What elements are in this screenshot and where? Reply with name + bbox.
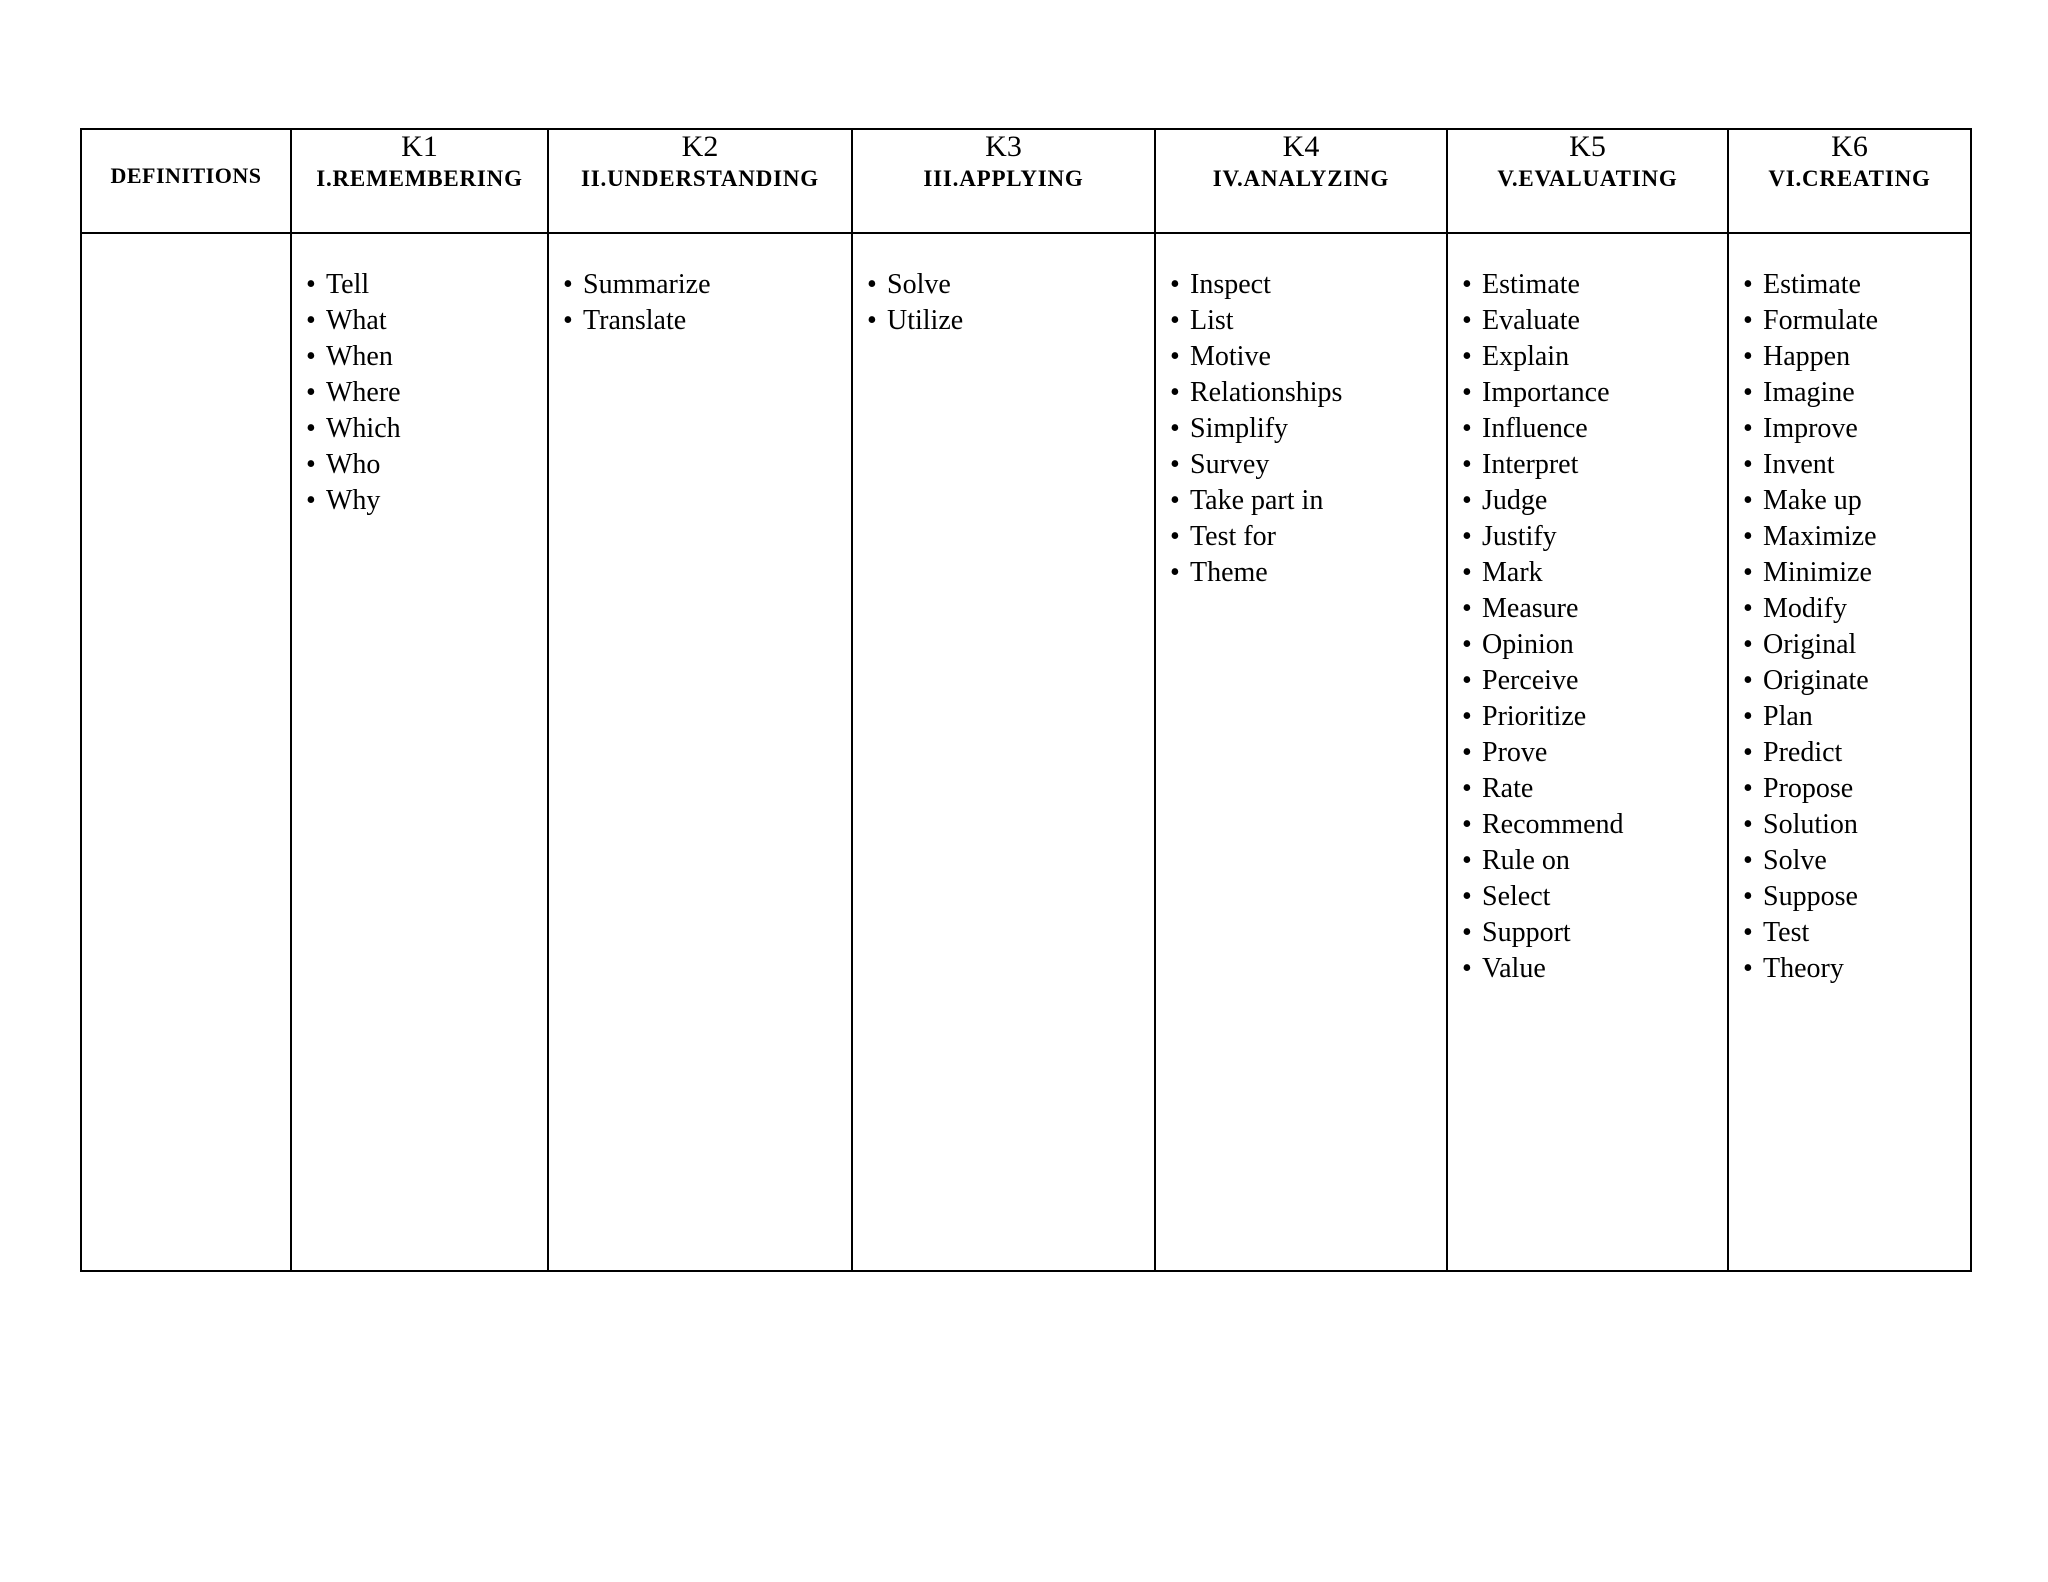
level-code: K5: [1569, 130, 1606, 163]
list-item: • Estimate: [1462, 267, 1624, 303]
list-item: • Prove: [1462, 735, 1624, 771]
list-item: • Justify: [1462, 519, 1624, 555]
list-item: • Solve: [1743, 843, 1878, 879]
list-item: • Where: [306, 375, 401, 411]
level-name: I.REMEMBERING: [316, 166, 523, 191]
definitions-label: DEFINITIONS: [110, 163, 262, 188]
level-name: VI.CREATING: [1768, 166, 1931, 191]
list-item: • Happen: [1743, 339, 1878, 375]
word-list: [306, 267, 401, 519]
level-code: K4: [1282, 130, 1320, 163]
definitions-header: [82, 130, 292, 234]
list-item: • Propose: [1743, 771, 1878, 807]
list-item: • Summarize: [563, 267, 711, 303]
list-item: • Survey: [1170, 447, 1342, 483]
list-item: • Take part in: [1170, 483, 1342, 519]
list-item: • Test for: [1170, 519, 1342, 555]
list-item: • Inspect: [1170, 267, 1342, 303]
list-item: • Minimize: [1743, 555, 1878, 591]
column-header-k6: [1729, 130, 1970, 234]
word-list: [1462, 267, 1624, 987]
word-list-cell-k1: [292, 234, 549, 1270]
list-item: • Imagine: [1743, 375, 1878, 411]
list-item: • Influence: [1462, 411, 1624, 447]
level-code: K2: [681, 130, 719, 163]
definitions-cell: [82, 234, 292, 1270]
level-name: III.APPLYING: [923, 166, 1084, 191]
list-item: • Judge: [1462, 483, 1624, 519]
list-item: • Recommend: [1462, 807, 1624, 843]
list-item: • Interpret: [1462, 447, 1624, 483]
list-item: • Theme: [1170, 555, 1342, 591]
list-item: • Solution: [1743, 807, 1878, 843]
level-code: K3: [985, 130, 1022, 163]
list-item: • Solve: [867, 267, 963, 303]
list-item: • Evaluate: [1462, 303, 1624, 339]
list-item: • List: [1170, 303, 1342, 339]
list-item: • Rate: [1462, 771, 1624, 807]
level-name: IV.ANALYZING: [1212, 166, 1390, 191]
list-item: • Translate: [563, 303, 711, 339]
list-item: • Make up: [1743, 483, 1878, 519]
list-item: • Formulate: [1743, 303, 1878, 339]
list-item: • Utilize: [867, 303, 963, 339]
word-list: [867, 267, 963, 339]
word-list: [1170, 267, 1342, 591]
list-item: • Mark: [1462, 555, 1624, 591]
list-item: • Modify: [1743, 591, 1878, 627]
list-item: • Support: [1462, 915, 1624, 951]
list-item: • Select: [1462, 879, 1624, 915]
column-header-k3: [853, 130, 1156, 234]
list-item: • Invent: [1743, 447, 1878, 483]
column-header-k5: [1448, 130, 1729, 234]
list-item: • When: [306, 339, 401, 375]
level-name: V.EVALUATING: [1497, 166, 1678, 191]
list-item: • Suppose: [1743, 879, 1878, 915]
list-item: • Theory: [1743, 951, 1878, 987]
column-header-k4: [1156, 130, 1448, 234]
list-item: • Plan: [1743, 699, 1878, 735]
list-item: • Value: [1462, 951, 1624, 987]
list-item: • Original: [1743, 627, 1878, 663]
list-item: • Who: [306, 447, 401, 483]
list-item: • Measure: [1462, 591, 1624, 627]
word-list: [1743, 267, 1878, 987]
column-header-k2: [549, 130, 853, 234]
word-list-cell-k2: [549, 234, 853, 1270]
blooms-taxonomy-table: [80, 128, 1972, 1272]
list-item: • Originate: [1743, 663, 1878, 699]
word-list-cell-k4: [1156, 234, 1448, 1270]
list-item: • Predict: [1743, 735, 1878, 771]
word-list: [563, 267, 711, 339]
list-item: • Motive: [1170, 339, 1342, 375]
list-item: • Simplify: [1170, 411, 1342, 447]
list-item: • Estimate: [1743, 267, 1878, 303]
list-item: • Explain: [1462, 339, 1624, 375]
list-item: • Test: [1743, 915, 1878, 951]
column-header-k1: [292, 130, 549, 234]
word-list-cell-k3: [853, 234, 1156, 1270]
level-code: K6: [1831, 130, 1868, 163]
list-item: • What: [306, 303, 401, 339]
level-code: K1: [401, 130, 438, 163]
list-item: • Rule on: [1462, 843, 1624, 879]
list-item: • Opinion: [1462, 627, 1624, 663]
list-item: • Perceive: [1462, 663, 1624, 699]
level-name: II.UNDERSTANDING: [581, 166, 819, 191]
list-item: • Tell: [306, 267, 401, 303]
list-item: • Importance: [1462, 375, 1624, 411]
list-item: • Improve: [1743, 411, 1878, 447]
word-list-cell-k6: [1729, 234, 1970, 1270]
list-item: • Prioritize: [1462, 699, 1624, 735]
list-item: • Which: [306, 411, 401, 447]
list-item: • Why: [306, 483, 401, 519]
word-list-cell-k5: [1448, 234, 1729, 1270]
list-item: • Relationships: [1170, 375, 1342, 411]
list-item: • Maximize: [1743, 519, 1878, 555]
